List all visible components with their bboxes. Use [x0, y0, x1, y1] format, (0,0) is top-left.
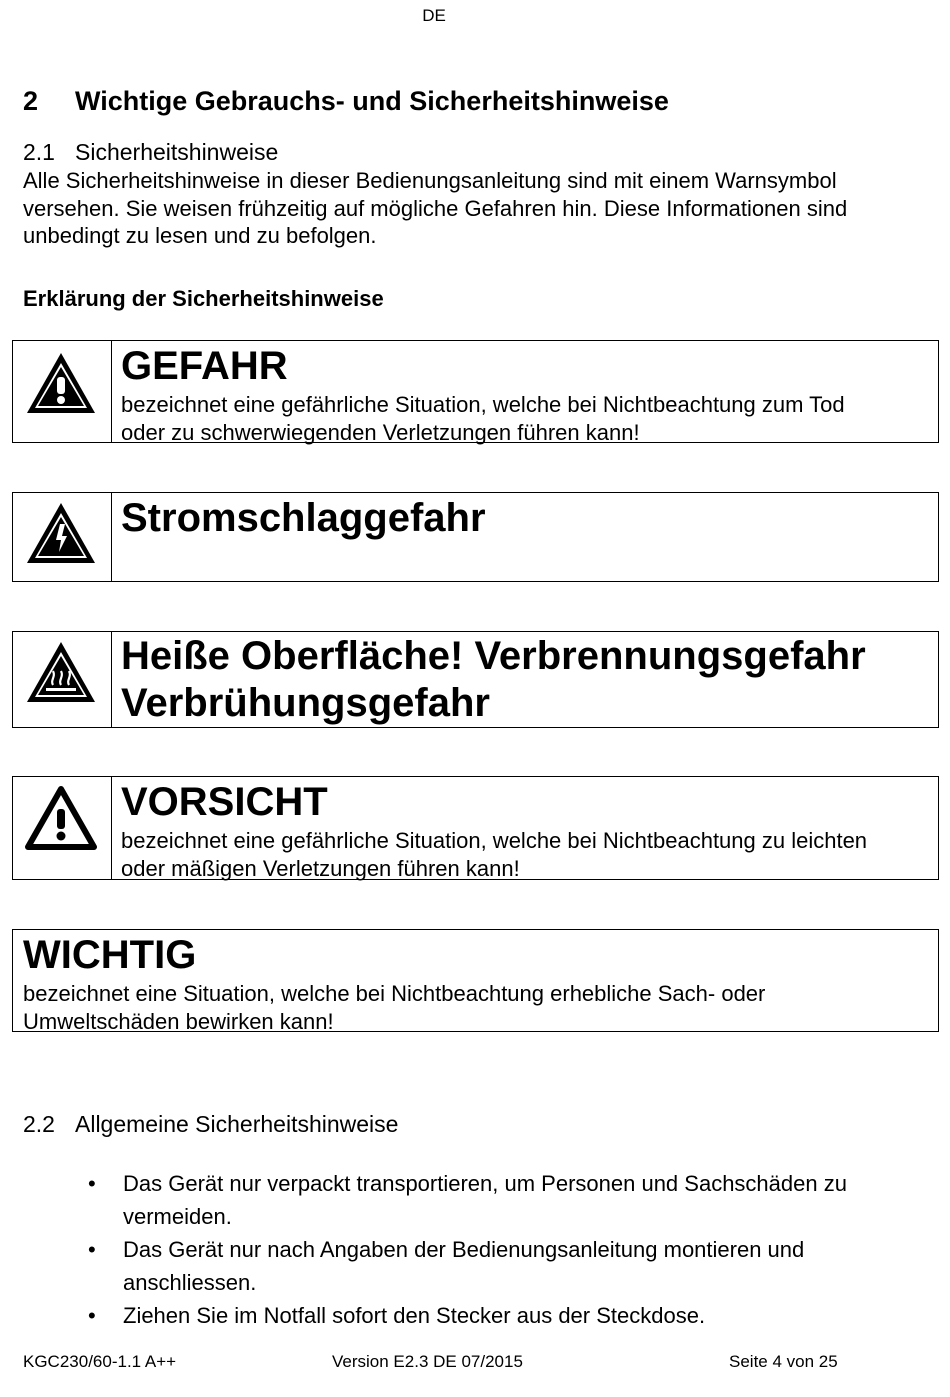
list-item-line: Ziehen Sie im Notfall sofort den Stecker aus der Steckdose.: [123, 1303, 706, 1328]
warning-content: [121, 343, 932, 446]
warning-box-heisse-oberflaeche: [12, 631, 939, 728]
paragraph-line: Alle Sicherheitshinweise in dieser Bedienungsanleitung sind mit einem Warnsymbol: [23, 168, 837, 193]
warning-content: [121, 779, 932, 882]
warning-title: GEFAHR: [121, 344, 288, 388]
section-2-2-heading: [23, 1111, 398, 1138]
section-2-heading: [23, 86, 669, 117]
description-line: bezeichnet eine gefährliche Situation, welche bei Nichtbeachtung zu leichten: [121, 828, 868, 853]
description-line: Umweltschäden bewirken kann!: [23, 1008, 334, 1034]
list-item: [88, 1234, 918, 1299]
list-item: [88, 1300, 918, 1333]
paragraph-line: unbedingt zu lesen und zu befolgen.: [23, 223, 377, 248]
footer-version: Version E2.3 DE 07/2015: [332, 1352, 523, 1371]
warning-box-wichtig: [12, 929, 939, 1032]
list-item-line: anschliessen.: [123, 1269, 257, 1295]
section-2-2-title: Allgemeine Sicherheitshinweise: [75, 1111, 399, 1137]
warning-icon-cell: [13, 632, 112, 727]
warning-icon-cell: [13, 777, 112, 879]
safety-list: [88, 1168, 918, 1334]
section-2-1-heading: [23, 139, 278, 166]
warning-content: [23, 932, 932, 1035]
section-2-1-paragraph: [23, 167, 923, 250]
list-item-line: Das Gerät nur nach Angaben der Bedienungsanleitung montieren und: [123, 1237, 805, 1262]
footer-model: KGC230/60-1.1 A++: [23, 1352, 177, 1371]
warning-box-stromschlag: [12, 492, 939, 582]
warning-icon-cell: [13, 341, 112, 442]
warning-title: WICHTIG: [23, 933, 197, 977]
caution-warning-icon: [24, 785, 98, 851]
explanation-heading: Erklärung der Sicherheitshinweise: [23, 286, 384, 311]
language-label: DE: [422, 6, 446, 25]
paragraph-line: versehen. Sie weisen frühzeitig auf mögliche Gefahren hin. Diese Informationen sind: [23, 195, 848, 221]
warning-content: [121, 633, 932, 727]
section-2-1-title: Sicherheitshinweise: [75, 139, 279, 165]
warning-content: [121, 495, 932, 541]
exclamation-warning-icon: [24, 350, 98, 416]
list-item: [88, 1168, 918, 1233]
warning-box-gefahr: [12, 340, 939, 443]
section-2-title: Wichtige Gebrauchs- und Sicherheitshinweise: [75, 86, 669, 116]
bullet: •: [88, 1171, 96, 1196]
bullet: •: [88, 1303, 96, 1328]
section-2-1-number: 2.1: [23, 139, 55, 165]
footer-page-number: Seite 4 von 25: [729, 1352, 838, 1371]
warning-title-line: Verbrühungsgefahr: [121, 681, 490, 725]
description-line: bezeichnet eine gefährliche Situation, welche bei Nichtbeachtung zum Tod: [121, 392, 845, 417]
warning-description: [121, 827, 932, 882]
list-item-line: Das Gerät nur verpackt transportieren, um Personen und Sachschäden zu: [123, 1171, 847, 1196]
warning-description: [121, 391, 932, 446]
bullet: •: [88, 1237, 96, 1262]
section-2-2-number: 2.2: [23, 1111, 55, 1137]
description-line: oder zu schwerwiegenden Verletzungen führen kann!: [121, 419, 640, 445]
list-item-line: vermeiden.: [123, 1203, 232, 1229]
warning-box-vorsicht: [12, 776, 939, 880]
description-line: oder mäßigen Verletzungen führen kann!: [121, 855, 520, 881]
section-2-number: 2: [23, 86, 39, 116]
warning-title-line: Heiße Oberfläche! Verbrennungsgefahr: [121, 634, 866, 678]
lightning-warning-icon: [24, 500, 98, 566]
warning-title: Stromschlaggefahr: [121, 496, 486, 540]
hot-surface-warning-icon: [24, 639, 98, 705]
description-line: bezeichnet eine Situation, welche bei Nichtbeachtung erhebliche Sach- oder: [23, 981, 766, 1006]
warning-title: VORSICHT: [121, 780, 328, 824]
warning-icon-cell: [13, 493, 112, 581]
warning-description: [23, 980, 932, 1035]
